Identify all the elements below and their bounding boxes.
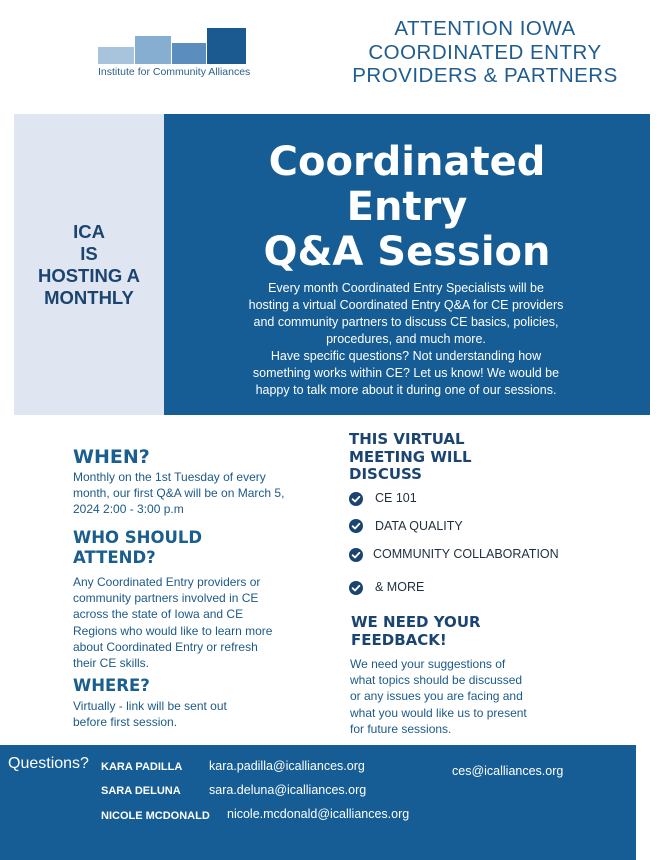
ica-logo [98,24,251,80]
discuss-heading-line: DISCUSS [349,465,422,483]
page-title [164,140,650,275]
who-heading [73,528,202,568]
attention-line: ATTENTION IOWA [394,17,576,40]
contact-name: KARA PADILLA [101,761,183,773]
who-line: their CE skills. [73,656,150,671]
check-circle-icon [349,519,363,533]
who-line: Any Coordinated Entry providers or [73,575,261,589]
description-line: Every month Coordinated Entry Specialists will be [268,281,544,295]
logo-bar [172,43,206,64]
topic-item: DATA QUALITY [375,519,463,533]
contact-email[interactable]: nicole.mcdonald@icalliances.org [227,807,410,821]
title-line: Entry [346,184,468,230]
ica-hosting-text [14,221,164,309]
who-text [73,574,272,671]
ica-line: HOSTING A [37,265,141,286]
feedback-line: or any issues you are facing and [350,689,523,704]
check-circle-icon [349,492,363,506]
check-circle-icon [349,581,363,595]
contact-name: SARA DELUNA [101,785,181,797]
when-line: month, our first Q&A will be on March 5, [73,486,285,501]
ica-line: ICA [73,221,105,242]
attention-line: PROVIDERS & PARTNERS [352,64,618,87]
discuss-heading-line: MEETING WILL [349,447,472,466]
who-heading-line: ATTEND? [73,548,156,567]
where-heading: WHERE? [73,676,150,695]
topic-item: & MORE [375,580,425,594]
description-line: happy to talk more about it during one of our sessions. [255,383,557,397]
feedback-line: We need your suggestions of [350,657,506,671]
discuss-heading-line: THIS VIRTUAL [349,430,465,448]
feedback-heading [351,613,481,649]
description-line: Have specific questions? Not understanding how [270,349,542,363]
questions-label: Questions? [8,755,89,772]
discuss-heading [349,431,472,484]
ica-line: MONTHLY [44,287,134,308]
when-heading: WHEN? [73,446,150,468]
logo-bar [207,28,246,64]
where-line: before first session. [73,715,178,730]
banner-description [210,280,602,399]
contact-email[interactable]: kara.padilla@icalliances.org [209,759,365,773]
topic-item: COMMUNITY COLLABORATION [373,547,559,561]
when-line: 2024 2:00 - 3:00 p.m [73,502,184,517]
feedback-line: what you would like us to present [350,705,527,720]
attention-heading [320,17,650,88]
feedback-line: for future sessions. [350,721,452,736]
who-line: across the state of Iowa and CE [73,607,244,622]
description-line: and community partners to discuss CE basics, policies, [253,315,559,329]
general-contact-email[interactable]: ces@icalliances.org [452,764,564,778]
ica-line: IS [80,243,98,264]
contact-name: NICOLE MCDONALD [101,810,210,822]
contact-email[interactable]: sara.deluna@icalliances.org [209,783,367,797]
who-heading-line: WHO SHOULD [73,528,203,547]
who-line: community partners involved in CE [73,591,259,606]
title-line: Coordinated [268,139,546,185]
where-line: Virtually - link will be sent out [73,699,227,713]
who-line: about Coordinated Entry or refresh [73,639,258,654]
feedback-heading-line: FEEDBACK! [351,631,447,649]
when-text [73,469,284,518]
feedback-text [350,656,527,737]
description-line: something works within CE? Let us know! We would be [252,366,560,380]
topic-item: CE 101 [375,491,417,505]
description-line: hosting a virtual Coordinated Entry Q&A for CE providers [248,298,564,312]
logo-graphic [98,24,246,64]
logo-bar [98,47,134,64]
description-line: procedures, and much more. [326,332,486,346]
check-circle-icon [349,548,363,562]
feedback-heading-line: WE NEED YOUR [351,613,481,631]
when-line: Monthly on the 1st Tuesday of every [73,470,266,484]
who-line: Regions who would like to learn more [73,623,273,638]
where-text [73,698,227,730]
logo-bar [135,36,171,64]
title-line: Q&A Session [263,229,551,275]
attention-line: COORDINATED ENTRY [368,40,602,64]
feedback-line: what topics should be discussed [350,673,523,688]
logo-org-name: Institute for Community Alliances [98,66,251,78]
